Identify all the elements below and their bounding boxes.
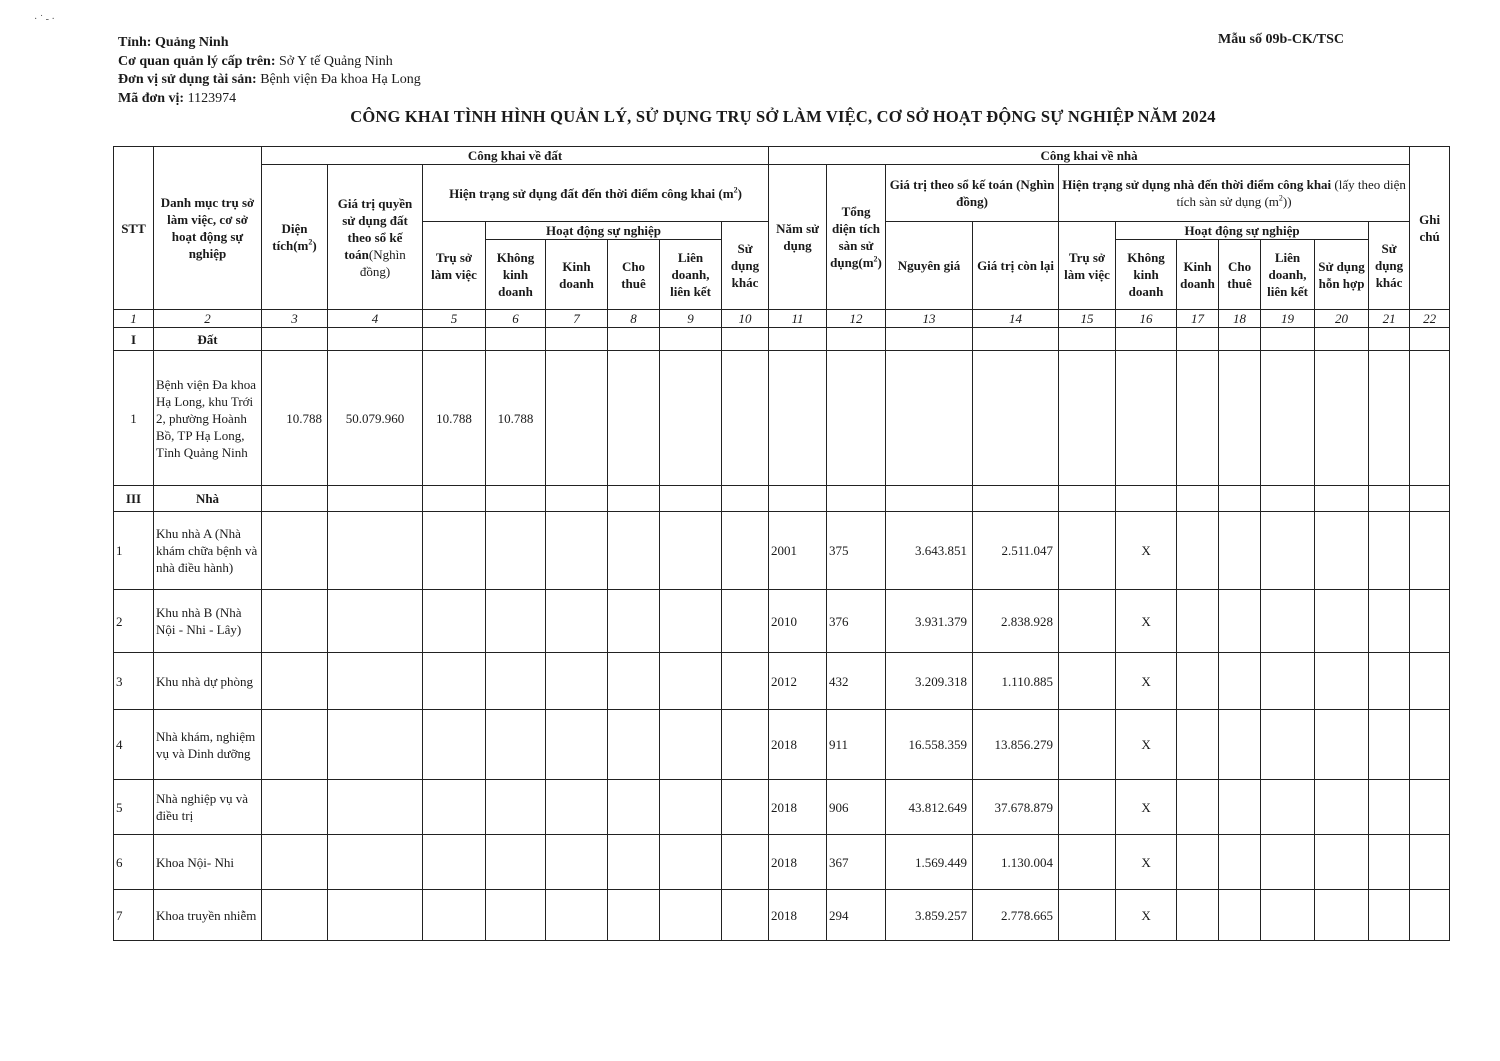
col-index: 13 [886, 310, 973, 328]
row-name: Khu nhà A (Nhà khám chữa bệnh và nhà điều hành) [154, 512, 262, 590]
row-area: 367 [827, 835, 886, 890]
total-area-header: Tổng diện tích sàn sử $dụng(m^2)$ [827, 165, 886, 310]
col-index: 19 [1261, 310, 1315, 328]
col-index: 3 [262, 310, 328, 328]
row-nonbiz-mark: X [1116, 653, 1177, 710]
row-nonbiz-mark: X [1116, 512, 1177, 590]
row-remaining: 37.678.879 [973, 780, 1059, 835]
row-original: 3.643.851 [886, 512, 973, 590]
row-stt: 5 [114, 780, 154, 835]
house-mixed-header: Sử dụng hỗn hợp [1315, 240, 1369, 310]
row-area: 432 [827, 653, 886, 710]
agency-line: Cơ quan quản lý cấp trên: Sở Y tế Quảng Ninh [118, 53, 393, 69]
column-index-row [114, 310, 1450, 328]
col-index: 4 [328, 310, 423, 328]
col-index: 11 [769, 310, 827, 328]
row-year: 2018 [769, 780, 827, 835]
land-office-header: Trụ sở làm việc [423, 222, 486, 310]
header-row-2 [114, 165, 1450, 222]
row-nonbiz-mark: X [1116, 590, 1177, 653]
house-status-header: Hiện trạng sử dụng nhà đến thời điểm công khai (lấy theo diện tích sàn sử dụng $(m^2)$) [1059, 165, 1410, 222]
row-nonbiz-mark: X [1116, 890, 1177, 941]
row-nonbiz-mark: X [1116, 780, 1177, 835]
table-row [114, 512, 1450, 590]
original-price-header: Nguyên giá [886, 222, 973, 310]
row-remaining: 1.130.004 [973, 835, 1059, 890]
row-remaining: 2.511.047 [973, 512, 1059, 590]
land-area-header: Diện $tích(m^2)$ [262, 165, 328, 310]
table-row [114, 710, 1450, 780]
row-nonbiz-mark: X [1116, 835, 1177, 890]
section-land-row [114, 328, 1450, 351]
house-activity-header: Hoạt động sự nghiệp [1116, 222, 1369, 240]
house-other-header: Sử dụng khác [1369, 222, 1410, 310]
document-meta [118, 34, 421, 108]
row-area: 906 [827, 780, 886, 835]
row-name: Bệnh viện Đa khoa Hạ Long, khu Trới 2, phường Hoành Bồ, TP Hạ Long, Tỉnh Quảng Ninh [154, 351, 262, 486]
row-name: Khoa Nội- Nhi [154, 835, 262, 890]
house-group-header: Công khai về nhà [769, 147, 1410, 165]
col-index: 17 [1177, 310, 1219, 328]
house-rent-header: Cho thuê [1219, 240, 1261, 310]
document-title: CÔNG KHAI TÌNH HÌNH QUẢN LÝ, SỬ DỤNG TRỤ SỞ LÀM VIỆC, CƠ SỞ HOẠT ĐỘNG SỰ NGHIỆP NĂM 2024 [350, 107, 1216, 126]
table-row [114, 590, 1450, 653]
col-index: 18 [1219, 310, 1261, 328]
row-original: 3.931.379 [886, 590, 973, 653]
row-original: 16.558.359 [886, 710, 973, 780]
form-number: Mẫu số 09b-CK/TSC [1218, 32, 1345, 47]
col-index: 1 [114, 310, 154, 328]
land-office-value: 10.788 [423, 351, 486, 486]
row-original: 3.859.257 [886, 890, 973, 941]
row-original: 1.569.449 [886, 835, 973, 890]
row-name: Nhà nghiệp vụ và điều trị [154, 780, 262, 835]
row-year: 2018 [769, 890, 827, 941]
table-row [114, 835, 1450, 890]
land-area-value: 10.788 [262, 351, 328, 486]
unit-line: Đơn vị sử dụng tài sản: Bệnh viện Đa khoa Hạ Long [118, 72, 421, 87]
row-stt: 6 [114, 835, 154, 890]
col-index: 6 [486, 310, 546, 328]
section-title: Đất [154, 328, 262, 351]
house-nonbiz-header: Không kinh doanh [1116, 240, 1177, 310]
row-stt: 3 [114, 653, 154, 710]
col-index: 14 [973, 310, 1059, 328]
table-row [114, 780, 1450, 835]
col-index: 12 [827, 310, 886, 328]
land-activity-header: Hoạt động sự nghiệp [486, 222, 722, 240]
row-original: 3.209.318 [886, 653, 973, 710]
row-name: Khoa truyền nhiễm [154, 890, 262, 941]
row-name: Khu nhà dự phòng [154, 653, 262, 710]
land-biz-header: Kinh doanh [546, 240, 608, 310]
land-status-header: Hiện trạng sử dụng đất đến thời điểm công khai $(m^2)$ [423, 165, 769, 222]
row-name: Nhà khám, nghiệm vụ và Dinh dưỡng [154, 710, 262, 780]
year-header: Năm sử dụng [769, 165, 827, 310]
row-remaining: 2.778.665 [973, 890, 1059, 941]
col-index: 15 [1059, 310, 1116, 328]
row-area: 294 [827, 890, 886, 941]
land-other-header: Sử dụng khác [722, 222, 769, 310]
scan-specks: · ˙ ‑ · [34, 14, 55, 25]
book-value-header: Giá trị theo sổ kế toán (Nghìn đồng) [886, 165, 1059, 222]
col-index: 16 [1116, 310, 1177, 328]
section-title: Nhà [154, 486, 262, 512]
remaining-value-header: Giá trị còn lại [973, 222, 1059, 310]
table-row [114, 653, 1450, 710]
house-biz-header: Kinh doanh [1177, 240, 1219, 310]
col-index: 20 [1315, 310, 1369, 328]
row-name: Khu nhà B (Nhà Nội - Nhi - Lây) [154, 590, 262, 653]
col-index: 5 [423, 310, 486, 328]
table-row [114, 890, 1450, 941]
row-stt: 1 [114, 512, 154, 590]
row-year: 2001 [769, 512, 827, 590]
row-stt: 7 [114, 890, 154, 941]
section-house-row [114, 486, 1450, 512]
house-office-header: Trụ sở làm việc [1059, 222, 1116, 310]
land-nonbiz-value: 10.788 [486, 351, 546, 486]
code-line: Mã đơn vị: 1123974 [118, 90, 237, 106]
note-header: Ghi chú [1410, 147, 1450, 310]
col-index: 2 [154, 310, 262, 328]
col-index: 7 [546, 310, 608, 328]
land-value-header: Giá trị quyền sử dụng đất theo sổ kế toán(Nghìn đồng) [328, 165, 423, 310]
land-nonbiz-header: Không kinh doanh [486, 240, 546, 310]
house-joint-header: Liên doanh, liên kết [1261, 240, 1315, 310]
col-index: 9 [660, 310, 722, 328]
row-year: 2018 [769, 835, 827, 890]
row-year: 2012 [769, 653, 827, 710]
section-number: III [114, 486, 154, 512]
row-original: 43.812.649 [886, 780, 973, 835]
land-rent-header: Cho thuê [608, 240, 660, 310]
row-area: 911 [827, 710, 886, 780]
row-nonbiz-mark: X [1116, 710, 1177, 780]
land-value-value: 50.079.960 [328, 351, 423, 486]
list-header: Danh mục trụ sở làm việc, cơ sở hoạt động sự nghiệp [154, 147, 262, 310]
section-number: I [114, 328, 154, 351]
row-remaining: 1.110.885 [973, 653, 1059, 710]
row-stt: 2 [114, 590, 154, 653]
row-year: 2010 [769, 590, 827, 653]
province-line: Tỉnh: Quảng Ninh [118, 35, 229, 50]
col-index: 8 [608, 310, 660, 328]
stt-header: STT [114, 147, 154, 310]
row-year: 2018 [769, 710, 827, 780]
row-stt: 1 [114, 351, 154, 486]
row-remaining: 13.856.279 [973, 710, 1059, 780]
row-remaining: 2.838.928 [973, 590, 1059, 653]
row-area: 375 [827, 512, 886, 590]
land-joint-header: Liên doanh, liên kết [660, 240, 722, 310]
row-stt: 4 [114, 710, 154, 780]
land-group-header: Công khai về đất [262, 147, 769, 165]
table-row [114, 351, 1450, 486]
asset-table [113, 146, 1450, 941]
col-index: 21 [1369, 310, 1410, 328]
header-row-1 [114, 147, 1450, 165]
col-index: 22 [1410, 310, 1450, 328]
row-area: 376 [827, 590, 886, 653]
col-index: 10 [722, 310, 769, 328]
